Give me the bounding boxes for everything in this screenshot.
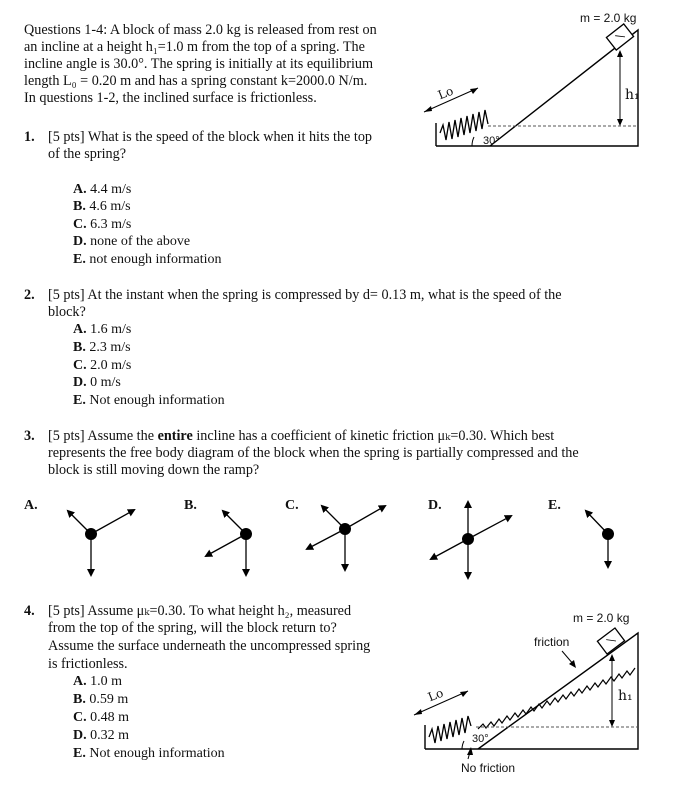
answer-choice[interactable]: C. 0.48 m <box>73 710 130 725</box>
answer-choice[interactable]: C. 6.3 m/s <box>73 217 132 232</box>
answer-choice[interactable]: A. 1.6 m/s <box>73 322 132 337</box>
answer-choice[interactable]: A. 1.0 m <box>73 674 123 689</box>
question-text: [5 pts] At the instant when the spring is compressed by d= 0.13 m, what is the speed of the <box>48 287 562 303</box>
angle-label: 30° <box>472 733 489 745</box>
angle-label: 30° <box>483 135 500 147</box>
intro-line: incline angle is 30.0°. The spring is initially at its equilibrium <box>24 56 374 72</box>
question-text: is frictionless. <box>48 656 128 672</box>
intro-line: length L₀ = 0.20 m and has a spring constant k=2000.0 N/m. <box>24 73 368 89</box>
question-text: Assume the surface underneath the uncompressed spring <box>48 638 371 654</box>
answer-choice[interactable]: C. 2.0 m/s <box>73 358 132 373</box>
diagram-option-label[interactable]: D. <box>428 498 442 513</box>
question-text: block is still moving down the ramp? <box>48 462 260 478</box>
answer-choice[interactable]: A. 4.4 m/s <box>73 182 132 197</box>
answer-choice[interactable]: E. Not enough information <box>73 746 225 761</box>
height-label: h₁ <box>625 87 640 103</box>
intro-line: In questions 1-2, the inclined surface is frictionless. <box>24 90 317 106</box>
question-number: 2. <box>24 287 35 303</box>
answer-choice[interactable]: E. Not enough information <box>73 393 225 408</box>
length-label: Lo <box>435 83 456 103</box>
intro-line: Questions 1-4: A block of mass 2.0 kg is released from rest on <box>24 22 377 38</box>
diagram-option-label[interactable]: C. <box>285 498 299 513</box>
answer-choice[interactable]: D. 0 m/s <box>73 375 121 390</box>
question-text: represents the free body diagram of the block when the spring is partially compressed and the <box>48 445 579 461</box>
diagram-option-label[interactable]: B. <box>184 498 197 513</box>
question-text: block? <box>48 304 86 320</box>
question-number: 4. <box>24 603 35 619</box>
answer-choice[interactable]: B. 0.59 m <box>73 692 129 707</box>
answer-choice[interactable]: D. 0.32 m <box>73 728 130 743</box>
no-friction-label: No friction <box>461 761 516 775</box>
question-text: from the top of the spring, will the block return to? <box>48 620 337 636</box>
question-text: of the spring? <box>48 146 127 162</box>
diagram-option-label[interactable]: A. <box>24 498 38 513</box>
answer-choice[interactable]: E. not enough information <box>73 252 222 267</box>
answer-choice[interactable]: B. 4.6 m/s <box>73 199 131 214</box>
question-text: [5 pts] What is the speed of the block when it hits the top <box>48 129 373 145</box>
diagram-option-label[interactable]: E. <box>548 498 561 513</box>
question-number: 3. <box>24 428 35 444</box>
height-label: h₁ <box>618 688 633 704</box>
question-number: 1. <box>24 129 35 145</box>
question-text: [5 pts] Assume μₖ=0.30. To what height h₂, measured <box>48 603 352 619</box>
intro-line: an incline at a height h₁=1.0 m from the top of a spring. The <box>24 39 365 55</box>
answer-choice[interactable]: D. none of the above <box>73 234 191 249</box>
length-label: Lo <box>425 685 446 705</box>
mass-label: m = 2.0 kg <box>580 11 637 25</box>
mass-label: m = 2.0 kg <box>573 611 630 625</box>
question-text: [5 pts] Assume the entire incline has a coefficient of kinetic friction μₖ=0.30. Which best <box>48 428 555 444</box>
answer-choice[interactable]: B. 2.3 m/s <box>73 340 131 355</box>
friction-label: friction <box>534 635 570 649</box>
